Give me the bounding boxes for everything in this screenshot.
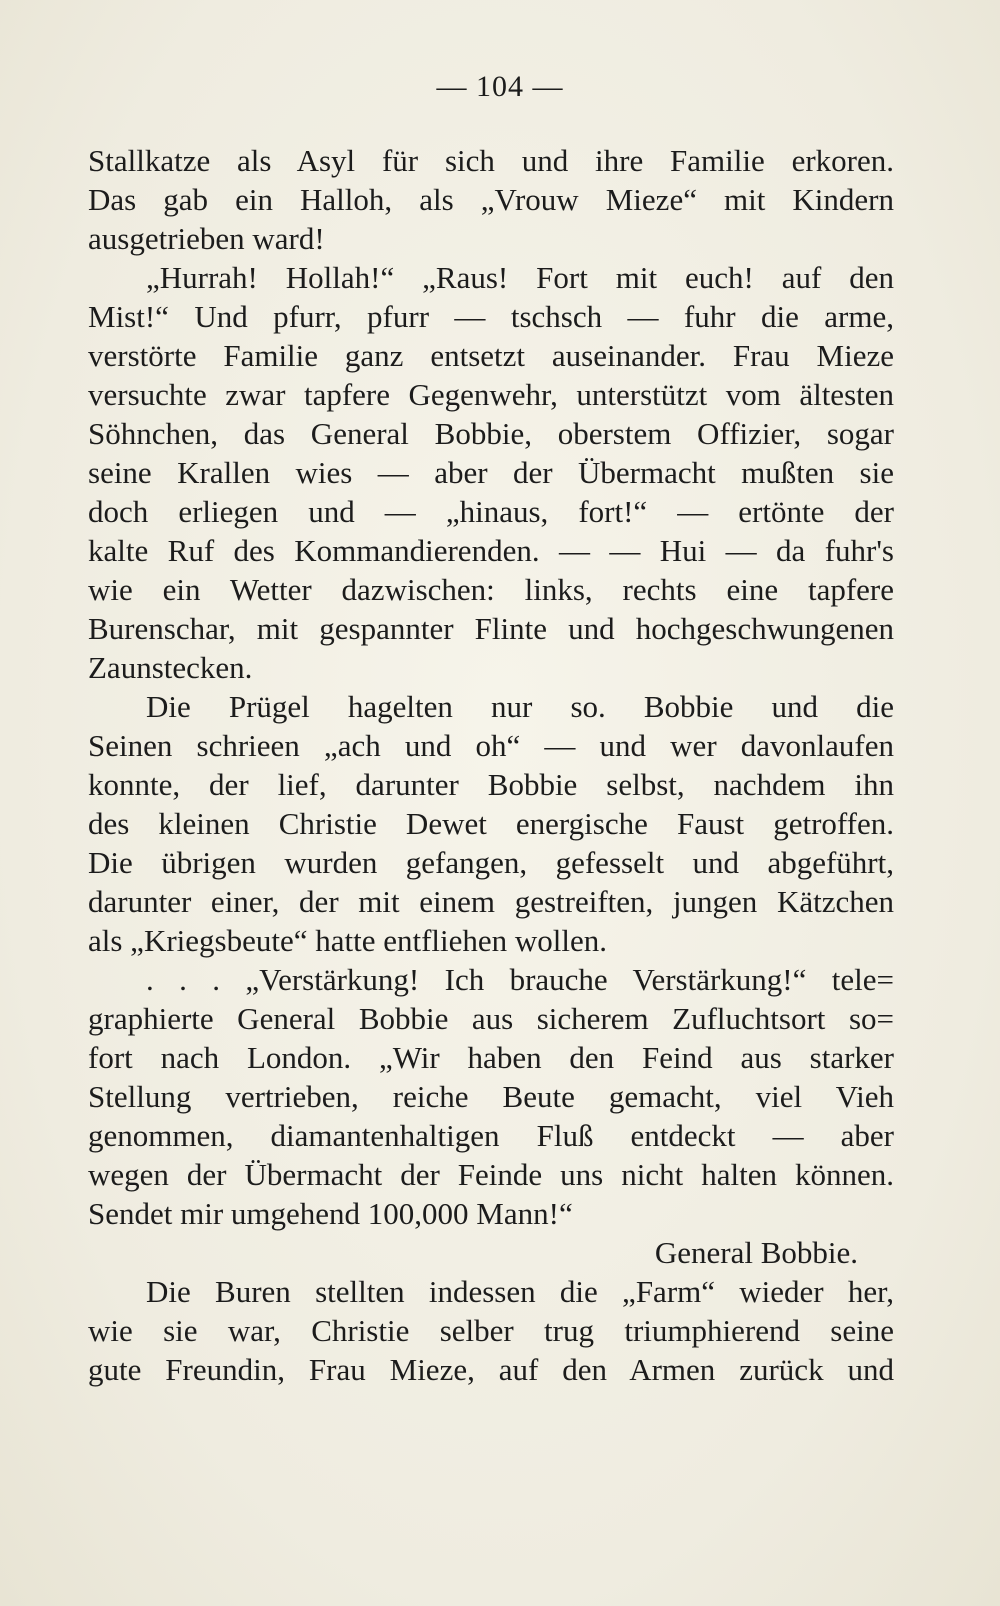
text-line: Mist!“ Und pfurr, pfurr — tschsch — fuhr die arme, bbox=[88, 299, 894, 334]
text-line: doch erliegen und — „hinaus, fort!“ — ertönte der bbox=[88, 494, 894, 529]
text-line: Stallkatze als Asyl für sich und ihre Familie erkoren. bbox=[88, 143, 894, 178]
text-line: Sendet mir umgehend 100,000 Mann!“ bbox=[88, 1196, 573, 1231]
text-line: Zaunstecken. bbox=[88, 650, 253, 685]
text-line: kalte Ruf des Kommandierenden. — — Hui — da fuhr's bbox=[88, 533, 894, 568]
text-line: Die Buren stellten indessen die „Farm“ wieder her, bbox=[146, 1274, 894, 1309]
text-line: darunter einer, der mit einem gestreiften, jungen Kätzchen bbox=[88, 884, 894, 919]
text-line: Burenschar, mit gespannter Flinte und hochgeschwungenen bbox=[88, 611, 894, 646]
text-line: gute Freundin, Frau Mieze, auf den Armen zurück und bbox=[88, 1352, 894, 1387]
text-line: fort nach London. „Wir haben den Feind aus starker bbox=[88, 1040, 894, 1075]
text-line: genommen, diamantenhaltigen Fluß entdeckt — aber bbox=[88, 1118, 894, 1153]
page-number: — 104 — bbox=[436, 70, 564, 103]
text-line: wie sie war, Christie selber trug triumphierend seine bbox=[88, 1313, 894, 1348]
text-line: als „Kriegsbeute“ hatte entfliehen wollen. bbox=[88, 923, 608, 958]
text-line: ausgetrieben ward! bbox=[88, 221, 325, 256]
text-line: . . . „Verstärkung! Ich brauche Verstärkung!“ tele= bbox=[146, 962, 894, 997]
text-line: Das gab ein Halloh, als „Vrouw Mieze“ mit Kindern bbox=[88, 182, 894, 217]
text-line: wegen der Übermacht der Feinde uns nicht halten können. bbox=[88, 1157, 894, 1192]
text-line: seine Krallen wies — aber der Übermacht mußten sie bbox=[88, 455, 894, 490]
text-line: „Hurrah! Hollah!“ „Raus! Fort mit euch! auf den bbox=[146, 260, 894, 295]
text-line: versuchte zwar tapfere Gegenwehr, unterstützt vom ältesten bbox=[88, 377, 894, 412]
text-line: Die Prügel hagelten nur so. Bobbie und die bbox=[146, 689, 894, 724]
text-line: verstörte Familie ganz entsetzt auseinander. Frau Mieze bbox=[88, 338, 894, 373]
text-line: konnte, der lief, darunter Bobbie selbst, nachdem ihn bbox=[88, 767, 894, 802]
text-line: Die übrigen wurden gefangen, gefesselt und abgeführt, bbox=[88, 845, 894, 880]
text-line: wie ein Wetter dazwischen: links, rechts eine tapfere bbox=[88, 572, 894, 607]
text-line: Seinen schrieen „ach und oh“ — und wer davonlaufen bbox=[88, 728, 894, 763]
text-line: des kleinen Christie Dewet energische Faust getroffen. bbox=[88, 806, 894, 841]
text-line: graphierte General Bobbie aus sicherem Zufluchtsort so= bbox=[88, 1001, 894, 1036]
text-line: Stellung vertrieben, reiche Beute gemacht, viel Vieh bbox=[88, 1079, 894, 1114]
text-line: Söhnchen, das General Bobbie, oberstem Offizier, sogar bbox=[88, 416, 894, 451]
text-line: General Bobbie. bbox=[654, 1235, 858, 1270]
